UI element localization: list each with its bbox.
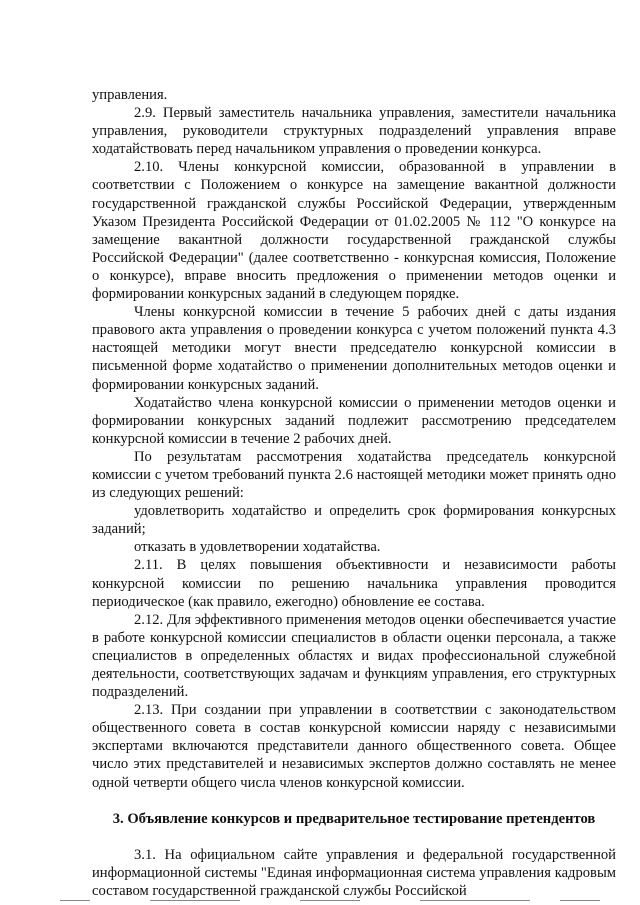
paragraph-members-deadline: Члены конкурсной комиссии в течение 5 рабочих дней с даты издания правового акта управления о проведении конкурса с учетом положений пункта 4.3 настоящей методики могут внести председателю конкурсной комиссии в письменной форме ходатайство о применении дополнительных методов оценки и формировании конкурсных заданий. [92,304,616,393]
paragraph-review-results: По результатам рассмотрения ходатайства председатель конкурсной комиссии с учетом требований пункта 2.6 настоящей методики может принять одно из следующих решений: [92,448,616,502]
paragraph-2-9: 2.9. Первый заместитель начальника управления, заместители начальника управления, руководители структурных подразделений управления вправе ходатайствовать перед начальником управления о проведении конкурса. [92,105,616,158]
section-heading: 3. Объявление конкурсов и предварительное тестирование претендентов [112,810,596,827]
scan-edge-marks [0,896,640,905]
spacer [92,828,616,846]
paragraph-2-13: 2.13. При создании при управлении в соответствии с законодательством общественного совета в состав конкурсной комиссии наряду с независимыми экспертами включаются представители данного общественного совета. Общее число этих представителей и независимых экспертов должно составлять не менее одной четверти общего числа членов конкурсной комиссии. [92,702,616,791]
paragraph-petition-review: Ходатайство члена конкурсной комиссии о применении методов оценки и формировании конкурсных заданий подлежит рассмотрению председателем конкурсной комиссии в течение 2 рабочих дней. [92,394,616,447]
document-page [92,86,616,900]
paragraph-2-11: 2.11. В целях повышения объективности и независимости работы конкурсной комиссии по решению начальника управления проводится периодическое (как правило, ежегодно) обновление ее состава. [92,557,616,610]
spacer [92,792,616,810]
paragraph-3-1: 3.1. На официальном сайте управления и федеральной государственной информационной системы "Единая информационная система управления кадровым составом государственной гражданской службы Российской [92,846,616,899]
decision-option-refuse: отказать в удовлетворении ходатайства. [134,539,381,556]
paragraph-2-12: 2.12. Для эффективного применения методов оценки обеспечивается участие в работе конкурсной комиссии специалистов в области оценки персонала, а также специалистов в определенных областях и видах профессиональной служебной деятельности, соответствующих задачам и функциям управления, его структурных подразделений. [92,611,616,701]
decision-option-approve: удовлетворить ходатайство и определить срок формирования конкурсных заданий; [92,503,616,538]
paragraph-2-10: 2.10. Члены конкурсной комиссии, образованной в управлении в соответствии с Положением о конкурсе на замещение вакантной должности государственной гражданской службы Российской Федерации, утвержденным Указом Президента Российской Федерации от 01.02.2005 № 112 "О конкурсе на замещение вакантной должности государственной гражданской службы Российской Федерации" (далее соответственно - конкурсная комиссия, Положение о конкурсе), вправе вносить предложения о применении методов оценки и формировании конкурсных заданий в следующем порядке. [92,159,616,303]
paragraph-continuation: управления. [92,87,168,103]
